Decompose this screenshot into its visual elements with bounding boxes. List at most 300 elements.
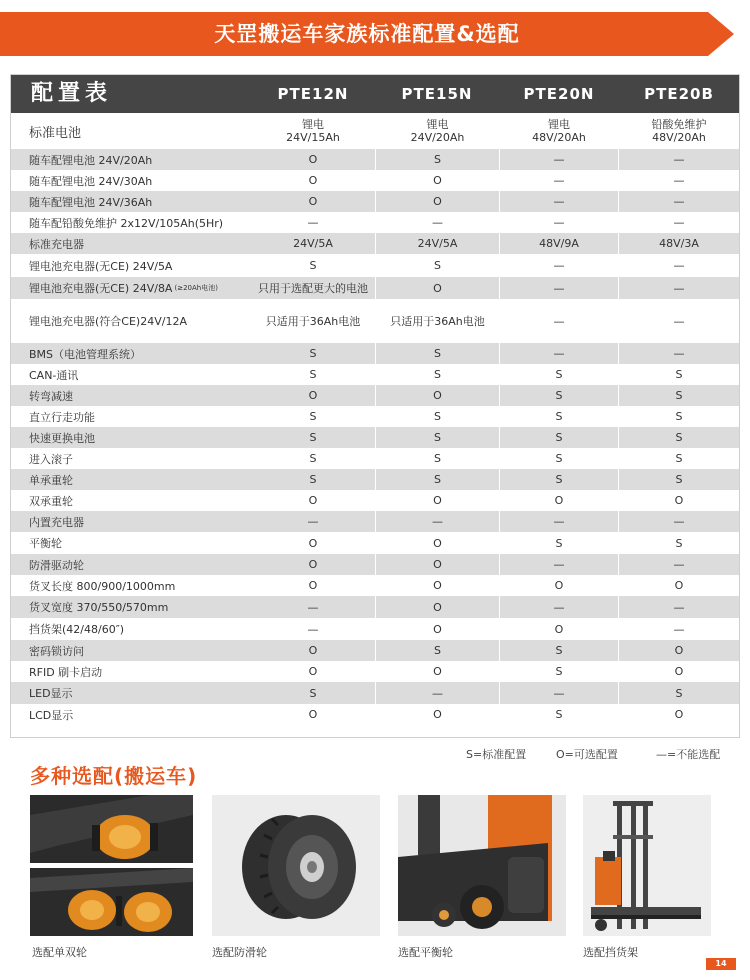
cell-value: 24V/5A xyxy=(417,237,458,250)
cell-value: O xyxy=(308,174,318,187)
row-label-text: 随车配铅酸免维护 2x12V/105Ah(5Hr) xyxy=(29,216,224,230)
cell-value: O xyxy=(433,600,442,614)
table-cell xyxy=(619,427,739,448)
row-label xyxy=(11,554,251,575)
table-cell xyxy=(619,640,739,661)
cell-value: O xyxy=(308,153,318,166)
cell-value: 24V/5A xyxy=(293,237,333,250)
table-cell xyxy=(619,448,739,469)
cell-value: O xyxy=(308,644,318,657)
cell-value: S xyxy=(555,473,563,486)
cell-value: O xyxy=(308,665,318,678)
cell-value: S xyxy=(675,473,683,486)
table-cell xyxy=(376,233,499,254)
page-number: 14 xyxy=(706,958,736,970)
caption-single-double-wheel: 选配单双轮 xyxy=(32,946,87,959)
table-row xyxy=(11,618,739,640)
table-cell xyxy=(376,490,499,511)
row-label-text: 单承重轮 xyxy=(29,473,73,487)
options-title: 多种选配(搬运车) xyxy=(30,764,198,788)
cell-value: S xyxy=(309,431,317,444)
cell-value: O xyxy=(308,195,318,208)
cell-value: — xyxy=(673,600,685,614)
cell-value: — xyxy=(673,174,685,187)
row-label-text: 密码锁访问 xyxy=(29,644,84,658)
table-cell xyxy=(500,618,618,640)
table-row xyxy=(11,212,739,233)
table-cell xyxy=(251,299,375,343)
cell-value: S xyxy=(555,644,563,657)
row-label-text: 标准充电器 xyxy=(29,237,84,251)
row-label xyxy=(11,385,251,406)
cell-value: — xyxy=(307,600,319,614)
table-cell xyxy=(619,618,739,640)
table-cell xyxy=(251,254,375,277)
cell-value: O xyxy=(308,494,318,507)
cell-value: S xyxy=(555,410,563,423)
table-row xyxy=(11,554,739,575)
cell-value: — xyxy=(432,216,443,229)
table-cell xyxy=(376,212,499,233)
row-label-text: 随车配锂电池 24V/36Ah xyxy=(29,195,153,209)
table-cell xyxy=(500,149,618,170)
double-wheel-photo xyxy=(30,868,193,936)
table-cell xyxy=(251,149,375,170)
table-cell xyxy=(500,364,618,385)
cell-value: S xyxy=(309,368,317,381)
table-row xyxy=(11,277,739,299)
cell-value: 锂电 48V/20Ah xyxy=(532,118,586,144)
row-label xyxy=(11,511,251,532)
table-cell xyxy=(251,532,375,554)
table-row xyxy=(11,385,739,406)
table-cell xyxy=(500,448,618,469)
table-cell xyxy=(619,277,739,299)
table-cell xyxy=(500,511,618,532)
cell-value: S xyxy=(434,473,441,486)
row-label-text: 挡货架(42/48/60″) xyxy=(29,623,125,636)
cell-value: O xyxy=(674,579,684,592)
cell-value: 只适用于36Ah电池 xyxy=(265,314,361,328)
cell-value: 48V/9A xyxy=(539,237,579,250)
table-cell xyxy=(376,532,499,554)
cell-value: O xyxy=(674,708,684,721)
cell-value: S xyxy=(555,708,563,721)
cell-value: S xyxy=(675,431,683,444)
row-label-text: BMS（电池管理系统） xyxy=(29,347,142,361)
cell-value: 只适用于36Ah电池 xyxy=(390,314,485,328)
table-cell xyxy=(619,212,739,233)
cell-value: O xyxy=(308,708,318,721)
cell-value: O xyxy=(674,665,684,678)
cell-value: 锂电 24V/15Ah xyxy=(286,118,340,144)
cell-value: S xyxy=(434,347,441,360)
cell-value: — xyxy=(673,558,685,571)
cell-value: O xyxy=(433,558,442,571)
row-label-text: 防滑驱动轮 xyxy=(29,558,84,572)
table-cell xyxy=(251,511,375,532)
table-cell xyxy=(619,113,739,149)
table-cell xyxy=(619,299,739,343)
model-header: PTE15N xyxy=(401,85,473,103)
cell-value: S xyxy=(434,431,441,444)
caption-anti-slip-wheel: 选配防滑轮 xyxy=(212,946,267,959)
table-cell xyxy=(251,704,375,725)
table-cell xyxy=(619,490,739,511)
cell-value: — xyxy=(432,515,443,528)
table-row xyxy=(11,682,739,704)
table-cell xyxy=(251,385,375,406)
cell-value: O xyxy=(308,536,318,550)
table-cell xyxy=(376,575,499,596)
cell-value: S xyxy=(309,473,317,486)
table-cell xyxy=(251,490,375,511)
row-label xyxy=(11,277,251,299)
table-cell xyxy=(500,212,618,233)
page-title: 天罡搬运车家族标准配置&选配 xyxy=(214,22,520,46)
table-row xyxy=(11,532,739,554)
cell-value: S xyxy=(434,153,441,166)
table-cell xyxy=(376,299,499,343)
row-label xyxy=(11,254,251,277)
cell-value: — xyxy=(553,174,565,187)
table-cell xyxy=(500,661,618,682)
row-label xyxy=(11,448,251,469)
table-cell xyxy=(376,554,499,575)
cell-value: S xyxy=(675,368,683,381)
cell-value: S xyxy=(434,259,441,272)
cell-value: S xyxy=(555,452,563,465)
table-cell xyxy=(500,640,618,661)
table-cell xyxy=(376,277,499,299)
spec-table-label: 配置表 xyxy=(31,81,113,106)
row-label xyxy=(11,113,251,149)
row-label xyxy=(11,575,251,596)
cell-value: O xyxy=(308,579,318,592)
table-cell xyxy=(500,343,618,364)
cell-value: O xyxy=(433,665,442,678)
table-cell xyxy=(619,233,739,254)
balance-wheel-photo xyxy=(398,795,566,936)
cell-value: — xyxy=(307,515,319,528)
table-cell xyxy=(500,682,618,704)
cell-value: — xyxy=(553,195,565,208)
row-label-text: CAN-通讯 xyxy=(29,368,79,382)
load-backrest-photo xyxy=(583,795,711,936)
table-cell xyxy=(500,113,618,149)
table-row xyxy=(11,149,739,170)
cell-value: O xyxy=(433,579,442,592)
cell-value: — xyxy=(553,314,565,328)
cell-value: O xyxy=(433,195,442,208)
spec-table-header xyxy=(11,75,739,113)
table-cell xyxy=(251,618,375,640)
table-cell xyxy=(619,191,739,212)
cell-value: — xyxy=(673,515,685,528)
row-label-note: (≥20Ah电池) xyxy=(174,284,218,292)
cell-value: S xyxy=(434,452,441,465)
row-label-text: 标准电池 xyxy=(29,125,82,141)
table-cell xyxy=(251,233,375,254)
table-cell xyxy=(251,277,375,299)
cell-value: 锂电 24V/20Ah xyxy=(410,118,465,144)
cell-value: — xyxy=(432,686,443,700)
table-cell xyxy=(376,511,499,532)
table-cell xyxy=(619,254,739,277)
table-cell xyxy=(500,299,618,343)
table-cell xyxy=(251,682,375,704)
table-cell xyxy=(619,575,739,596)
table-row xyxy=(11,427,739,448)
table-cell xyxy=(376,191,499,212)
row-label xyxy=(11,170,251,191)
table-row xyxy=(11,343,739,364)
table-cell xyxy=(619,532,739,554)
row-label xyxy=(11,364,251,385)
table-cell xyxy=(251,212,375,233)
table-row xyxy=(11,661,739,682)
table-cell xyxy=(619,364,739,385)
single-wheel-photo xyxy=(30,795,193,863)
cell-value: O xyxy=(674,644,684,657)
table-cell xyxy=(251,113,375,149)
table-cell xyxy=(376,385,499,406)
cell-value: O xyxy=(674,494,684,507)
table-row xyxy=(11,364,739,385)
table-cell xyxy=(500,554,618,575)
table-row xyxy=(11,469,739,490)
cell-value: O xyxy=(554,622,564,636)
table-cell xyxy=(619,596,739,618)
cell-value: S xyxy=(675,389,683,402)
row-label xyxy=(11,299,251,343)
table-row xyxy=(11,233,739,254)
row-label xyxy=(11,704,251,725)
cell-value: S xyxy=(309,259,317,272)
cell-value: O xyxy=(433,174,442,187)
table-cell xyxy=(500,406,618,427)
table-cell xyxy=(500,704,618,725)
cell-value: S xyxy=(309,686,317,700)
row-label-text: 转弯减速 xyxy=(29,389,73,403)
cell-value: S xyxy=(555,389,563,402)
table-cell xyxy=(500,596,618,618)
cell-value: — xyxy=(673,259,685,272)
row-label xyxy=(11,661,251,682)
table-row xyxy=(11,448,739,469)
row-label xyxy=(11,640,251,661)
table-row xyxy=(11,254,739,277)
table-cell xyxy=(500,427,618,448)
table-row xyxy=(11,191,739,212)
table-cell xyxy=(251,343,375,364)
table-cell xyxy=(376,661,499,682)
cell-value: — xyxy=(673,622,685,636)
row-label-text: 锂电池充电器(无CE) 24V/8A xyxy=(29,282,173,295)
cell-value: O xyxy=(554,579,564,592)
legend-unavailable: —=不能选配 xyxy=(656,748,721,761)
cell-value: — xyxy=(553,558,565,571)
table-row xyxy=(11,406,739,427)
model-header: PTE20B xyxy=(644,85,714,103)
cell-value: S xyxy=(309,452,317,465)
row-label xyxy=(11,406,251,427)
table-cell xyxy=(376,427,499,448)
row-label-text: 进入滚子 xyxy=(29,452,73,466)
cell-value: S xyxy=(434,644,441,657)
table-cell xyxy=(619,704,739,725)
anti-slip-wheel-photo xyxy=(212,795,380,936)
cell-value: 只用于选配更大的电池 xyxy=(258,281,368,295)
table-cell xyxy=(251,406,375,427)
table-cell xyxy=(376,254,499,277)
row-label xyxy=(11,532,251,554)
title-banner xyxy=(0,12,734,56)
row-label-text: 平衡轮 xyxy=(29,537,62,550)
legend-standard: S=标准配置 xyxy=(466,748,527,761)
cell-value: S xyxy=(675,410,683,423)
table-row xyxy=(11,511,739,532)
cell-value: O xyxy=(433,389,442,402)
spec-table-body xyxy=(11,113,739,725)
table-cell xyxy=(619,682,739,704)
cell-value: O xyxy=(433,281,442,295)
table-cell xyxy=(500,575,618,596)
table-row xyxy=(11,490,739,511)
row-label-text: 直立行走功能 xyxy=(29,410,95,424)
row-label xyxy=(11,427,251,448)
row-label xyxy=(11,191,251,212)
table-cell xyxy=(376,364,499,385)
cell-value: S xyxy=(675,452,683,465)
cell-value: O xyxy=(308,389,318,402)
table-cell xyxy=(500,532,618,554)
cell-value: — xyxy=(553,600,565,614)
table-cell xyxy=(619,469,739,490)
table-cell xyxy=(619,554,739,575)
row-label xyxy=(11,343,251,364)
table-cell xyxy=(251,364,375,385)
table-cell xyxy=(251,427,375,448)
model-header: PTE20N xyxy=(523,85,595,103)
table-cell xyxy=(376,469,499,490)
row-label xyxy=(11,469,251,490)
table-cell xyxy=(251,170,375,191)
table-row xyxy=(11,704,739,725)
row-label-text: 内置充电器 xyxy=(29,515,84,529)
row-label-text: 货叉长度 800/900/1000mm xyxy=(29,579,176,593)
cell-value: — xyxy=(553,686,565,700)
cell-value: — xyxy=(673,153,685,166)
row-label-text: 随车配锂电池 24V/30Ah xyxy=(29,174,153,188)
table-row xyxy=(11,299,739,343)
caption-load-backrest: 选配挡货架 xyxy=(583,946,638,959)
table-cell xyxy=(251,469,375,490)
table-cell xyxy=(500,191,618,212)
table-cell xyxy=(376,682,499,704)
row-label xyxy=(11,618,251,640)
model-header: PTE12N xyxy=(277,85,349,103)
cell-value: S xyxy=(555,536,563,550)
row-label-text: 锂电池充电器(符合CE)24V/12A xyxy=(29,315,187,328)
table-cell xyxy=(376,640,499,661)
cell-value: — xyxy=(553,281,565,295)
caption-balance-wheel: 选配平衡轮 xyxy=(398,946,453,959)
cell-value: O xyxy=(433,494,442,507)
cell-value: S xyxy=(555,431,563,444)
cell-value: S xyxy=(434,368,441,381)
row-label-text: 快速更换电池 xyxy=(29,431,95,445)
table-cell xyxy=(251,448,375,469)
table-cell xyxy=(376,343,499,364)
table-cell xyxy=(376,618,499,640)
table-cell xyxy=(500,385,618,406)
cell-value: 铅酸免维护 48V/20Ah xyxy=(651,118,707,144)
table-cell xyxy=(500,233,618,254)
cell-value: — xyxy=(673,281,685,295)
row-label-text: 锂电池充电器(无CE) 24V/5A xyxy=(29,259,173,273)
cell-value: O xyxy=(554,494,564,507)
table-cell xyxy=(619,149,739,170)
table-cell xyxy=(376,596,499,618)
cell-value: S xyxy=(309,347,317,360)
table-cell xyxy=(619,406,739,427)
table-cell xyxy=(619,511,739,532)
row-label xyxy=(11,233,251,254)
table-cell xyxy=(251,191,375,212)
table-cell xyxy=(619,385,739,406)
cell-value: — xyxy=(307,622,319,636)
cell-value: S xyxy=(309,410,317,423)
table-cell xyxy=(251,596,375,618)
row-label xyxy=(11,149,251,170)
table-cell xyxy=(500,254,618,277)
cell-value: O xyxy=(433,536,442,550)
table-cell xyxy=(500,490,618,511)
cell-value: — xyxy=(673,347,685,360)
row-label xyxy=(11,212,251,233)
cell-value: — xyxy=(553,259,565,272)
cell-value: — xyxy=(673,314,685,328)
cell-value: S xyxy=(555,368,563,381)
table-cell xyxy=(376,406,499,427)
spec-table xyxy=(10,74,740,738)
table-row xyxy=(11,113,739,149)
table-cell xyxy=(500,277,618,299)
row-label xyxy=(11,596,251,618)
table-cell xyxy=(619,343,739,364)
table-cell xyxy=(376,170,499,191)
cell-value: S xyxy=(555,665,563,678)
table-cell xyxy=(251,640,375,661)
cell-value: S xyxy=(675,536,683,550)
table-cell xyxy=(376,448,499,469)
cell-value: O xyxy=(433,708,442,721)
legend-optional: O=可选配置 xyxy=(556,748,618,761)
table-row xyxy=(11,170,739,191)
cell-value: S xyxy=(434,410,441,423)
cell-value: — xyxy=(553,347,565,360)
table-row xyxy=(11,640,739,661)
table-cell xyxy=(619,170,739,191)
cell-value: — xyxy=(673,195,685,208)
row-label xyxy=(11,490,251,511)
cell-value: O xyxy=(308,558,318,571)
row-label-text: RFID 刷卡启动 xyxy=(29,665,103,679)
cell-value: O xyxy=(433,622,442,636)
row-label-text: LED显示 xyxy=(29,687,73,700)
cell-value: S xyxy=(675,686,683,700)
